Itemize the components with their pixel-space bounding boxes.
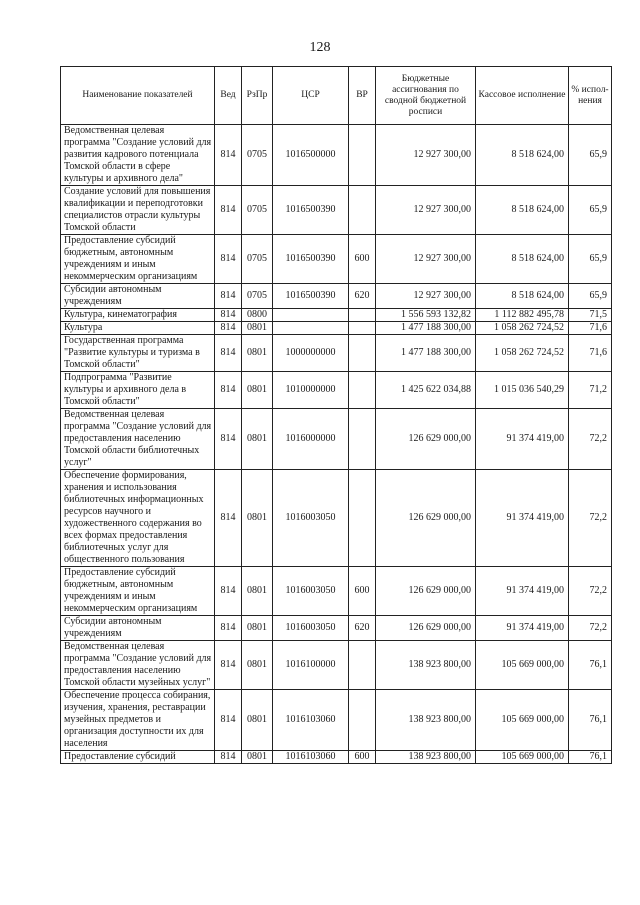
cell-name: Культура, кинематография bbox=[61, 309, 215, 322]
cell-rzpr: 0705 bbox=[242, 235, 273, 284]
cell-executed: 8 518 624,00 bbox=[476, 186, 569, 235]
table-row bbox=[61, 751, 612, 764]
cell-csr: 1016103060 bbox=[273, 690, 349, 751]
cell-vr bbox=[349, 641, 376, 690]
cell-assigned: 1 556 593 132,82 bbox=[376, 309, 476, 322]
cell-rzpr: 0705 bbox=[242, 125, 273, 186]
cell-rzpr: 0801 bbox=[242, 322, 273, 335]
table-row bbox=[61, 309, 612, 322]
cell-assigned: 12 927 300,00 bbox=[376, 186, 476, 235]
cell-assigned: 12 927 300,00 bbox=[376, 125, 476, 186]
cell-ved: 814 bbox=[215, 186, 242, 235]
cell-rzpr: 0801 bbox=[242, 616, 273, 641]
cell-vr bbox=[349, 322, 376, 335]
table-row bbox=[61, 186, 612, 235]
cell-assigned: 1 477 188 300,00 bbox=[376, 335, 476, 372]
cell-percent: 65,9 bbox=[569, 125, 612, 186]
cell-csr bbox=[273, 309, 349, 322]
cell-name: Предоставление субсидий бюджетным, автономным учреждениям и иным некоммерческим организациям bbox=[61, 235, 215, 284]
cell-csr: 1016500390 bbox=[273, 284, 349, 309]
table-row bbox=[61, 284, 612, 309]
cell-rzpr: 0801 bbox=[242, 372, 273, 409]
header-assigned: Бюджетные ассигнования по сводной бюджетной росписи bbox=[376, 67, 476, 125]
cell-vr: 600 bbox=[349, 567, 376, 616]
cell-executed: 105 669 000,00 bbox=[476, 641, 569, 690]
cell-csr: 1016003050 bbox=[273, 567, 349, 616]
cell-ved: 814 bbox=[215, 309, 242, 322]
cell-ved: 814 bbox=[215, 567, 242, 616]
table-row bbox=[61, 616, 612, 641]
cell-rzpr: 0801 bbox=[242, 335, 273, 372]
cell-name: Обеспечение процесса собирания, изучения, хранения, реставрации музейных предметов и организация доступности их для населения bbox=[61, 690, 215, 751]
cell-assigned: 1 477 188 300,00 bbox=[376, 322, 476, 335]
cell-name: Культура bbox=[61, 322, 215, 335]
cell-percent: 72,2 bbox=[569, 409, 612, 470]
cell-ved: 814 bbox=[215, 235, 242, 284]
cell-assigned: 1 425 622 034,88 bbox=[376, 372, 476, 409]
cell-assigned: 126 629 000,00 bbox=[376, 470, 476, 567]
cell-assigned: 126 629 000,00 bbox=[376, 616, 476, 641]
cell-assigned: 138 923 800,00 bbox=[376, 690, 476, 751]
cell-executed: 8 518 624,00 bbox=[476, 125, 569, 186]
cell-percent: 71,2 bbox=[569, 372, 612, 409]
cell-vr bbox=[349, 125, 376, 186]
cell-name: Обеспечение формирования, хранения и использования библиотечных информационных ресурсов научного и художественного содержания во всех формах предоставления библиотечных услуг для общественного пользования bbox=[61, 470, 215, 567]
cell-rzpr: 0801 bbox=[242, 470, 273, 567]
cell-executed: 1 015 036 540,29 bbox=[476, 372, 569, 409]
cell-percent: 76,1 bbox=[569, 690, 612, 751]
cell-name: Субсидии автономным учреждениям bbox=[61, 284, 215, 309]
header-csr: ЦСР bbox=[273, 67, 349, 125]
cell-ved: 814 bbox=[215, 690, 242, 751]
cell-percent: 65,9 bbox=[569, 235, 612, 284]
table-row bbox=[61, 322, 612, 335]
cell-assigned: 138 923 800,00 bbox=[376, 641, 476, 690]
cell-csr: 1016500000 bbox=[273, 125, 349, 186]
table-row bbox=[61, 235, 612, 284]
cell-vr bbox=[349, 186, 376, 235]
cell-vr bbox=[349, 372, 376, 409]
cell-vr: 600 bbox=[349, 751, 376, 764]
cell-vr bbox=[349, 335, 376, 372]
cell-name: Предоставление субсидий бюджетным, автономным учреждениям и иным некоммерческим организациям bbox=[61, 567, 215, 616]
cell-executed: 91 374 419,00 bbox=[476, 567, 569, 616]
cell-name: Государственная программа "Развитие культуры и туризма в Томской области" bbox=[61, 335, 215, 372]
cell-percent: 71,6 bbox=[569, 322, 612, 335]
cell-rzpr: 0801 bbox=[242, 690, 273, 751]
cell-ved: 814 bbox=[215, 409, 242, 470]
cell-csr: 1016100000 bbox=[273, 641, 349, 690]
table-row bbox=[61, 470, 612, 567]
cell-executed: 91 374 419,00 bbox=[476, 470, 569, 567]
cell-executed: 1 058 262 724,52 bbox=[476, 335, 569, 372]
cell-vr bbox=[349, 470, 376, 567]
cell-ved: 814 bbox=[215, 751, 242, 764]
cell-assigned: 12 927 300,00 bbox=[376, 284, 476, 309]
cell-executed: 1 112 882 495,78 bbox=[476, 309, 569, 322]
budget-table bbox=[60, 66, 612, 764]
cell-assigned: 12 927 300,00 bbox=[376, 235, 476, 284]
cell-ved: 814 bbox=[215, 641, 242, 690]
cell-name: Создание условий для повышения квалификации и переподготовки специалистов отрасли культуры Томской области bbox=[61, 186, 215, 235]
cell-percent: 76,1 bbox=[569, 751, 612, 764]
cell-name: Предоставление субсидий bbox=[61, 751, 215, 764]
table-row bbox=[61, 125, 612, 186]
cell-ved: 814 bbox=[215, 470, 242, 567]
cell-name: Субсидии автономным учреждениям bbox=[61, 616, 215, 641]
cell-percent: 72,2 bbox=[569, 470, 612, 567]
cell-name: Ведомственная целевая программа "Создание условий для предоставления населению Томской области музейных услуг" bbox=[61, 641, 215, 690]
cell-rzpr: 0801 bbox=[242, 641, 273, 690]
page-number: 128 bbox=[309, 40, 331, 55]
cell-vr: 600 bbox=[349, 235, 376, 284]
cell-executed: 91 374 419,00 bbox=[476, 616, 569, 641]
cell-vr: 620 bbox=[349, 284, 376, 309]
table-row bbox=[61, 641, 612, 690]
cell-vr: 620 bbox=[349, 616, 376, 641]
cell-csr: 1016500390 bbox=[273, 235, 349, 284]
cell-assigned: 126 629 000,00 bbox=[376, 567, 476, 616]
cell-rzpr: 0705 bbox=[242, 186, 273, 235]
cell-rzpr: 0801 bbox=[242, 567, 273, 616]
cell-name: Подпрограмма "Развитие культуры и архивного дела в Томской области" bbox=[61, 372, 215, 409]
cell-executed: 8 518 624,00 bbox=[476, 235, 569, 284]
cell-ved: 814 bbox=[215, 284, 242, 309]
table-row bbox=[61, 409, 612, 470]
cell-percent: 72,2 bbox=[569, 567, 612, 616]
cell-percent: 71,5 bbox=[569, 309, 612, 322]
cell-rzpr: 0705 bbox=[242, 284, 273, 309]
cell-csr: 1016003050 bbox=[273, 470, 349, 567]
cell-csr: 1000000000 bbox=[273, 335, 349, 372]
cell-percent: 72,2 bbox=[569, 616, 612, 641]
cell-percent: 65,9 bbox=[569, 186, 612, 235]
cell-csr: 1016500390 bbox=[273, 186, 349, 235]
cell-csr: 1016000000 bbox=[273, 409, 349, 470]
cell-csr bbox=[273, 322, 349, 335]
header-vr: ВР bbox=[349, 67, 376, 125]
cell-executed: 1 058 262 724,52 bbox=[476, 322, 569, 335]
cell-executed: 91 374 419,00 bbox=[476, 409, 569, 470]
cell-name: Ведомственная целевая программа "Создание условий для развития кадрового потенциала Томской области в сфере культуры и архивного дела" bbox=[61, 125, 215, 186]
header-percent: % испол-нения bbox=[569, 67, 612, 125]
table-row bbox=[61, 372, 612, 409]
cell-ved: 814 bbox=[215, 335, 242, 372]
cell-csr: 1010000000 bbox=[273, 372, 349, 409]
cell-assigned: 126 629 000,00 bbox=[376, 409, 476, 470]
cell-ved: 814 bbox=[215, 372, 242, 409]
cell-ved: 814 bbox=[215, 616, 242, 641]
cell-name: Ведомственная целевая программа "Создание условий для предоставления населению Томской области библиотечных услуг" bbox=[61, 409, 215, 470]
cell-vr bbox=[349, 309, 376, 322]
cell-csr: 1016103060 bbox=[273, 751, 349, 764]
header-rzpr: РзПр bbox=[242, 67, 273, 125]
cell-vr bbox=[349, 409, 376, 470]
cell-percent: 65,9 bbox=[569, 284, 612, 309]
cell-executed: 105 669 000,00 bbox=[476, 751, 569, 764]
header-executed: Кассовое исполнение bbox=[476, 67, 569, 125]
table-row bbox=[61, 567, 612, 616]
cell-executed: 8 518 624,00 bbox=[476, 284, 569, 309]
cell-rzpr: 0801 bbox=[242, 751, 273, 764]
header-name: Наименование показателей bbox=[61, 67, 215, 125]
table-header-row bbox=[61, 67, 612, 125]
cell-ved: 814 bbox=[215, 322, 242, 335]
header-ved: Вед bbox=[215, 67, 242, 125]
table-row bbox=[61, 335, 612, 372]
cell-rzpr: 0800 bbox=[242, 309, 273, 322]
table-row bbox=[61, 690, 612, 751]
cell-percent: 71,6 bbox=[569, 335, 612, 372]
cell-executed: 105 669 000,00 bbox=[476, 690, 569, 751]
cell-assigned: 138 923 800,00 bbox=[376, 751, 476, 764]
cell-percent: 76,1 bbox=[569, 641, 612, 690]
cell-csr: 1016003050 bbox=[273, 616, 349, 641]
cell-ved: 814 bbox=[215, 125, 242, 186]
cell-rzpr: 0801 bbox=[242, 409, 273, 470]
cell-vr bbox=[349, 690, 376, 751]
